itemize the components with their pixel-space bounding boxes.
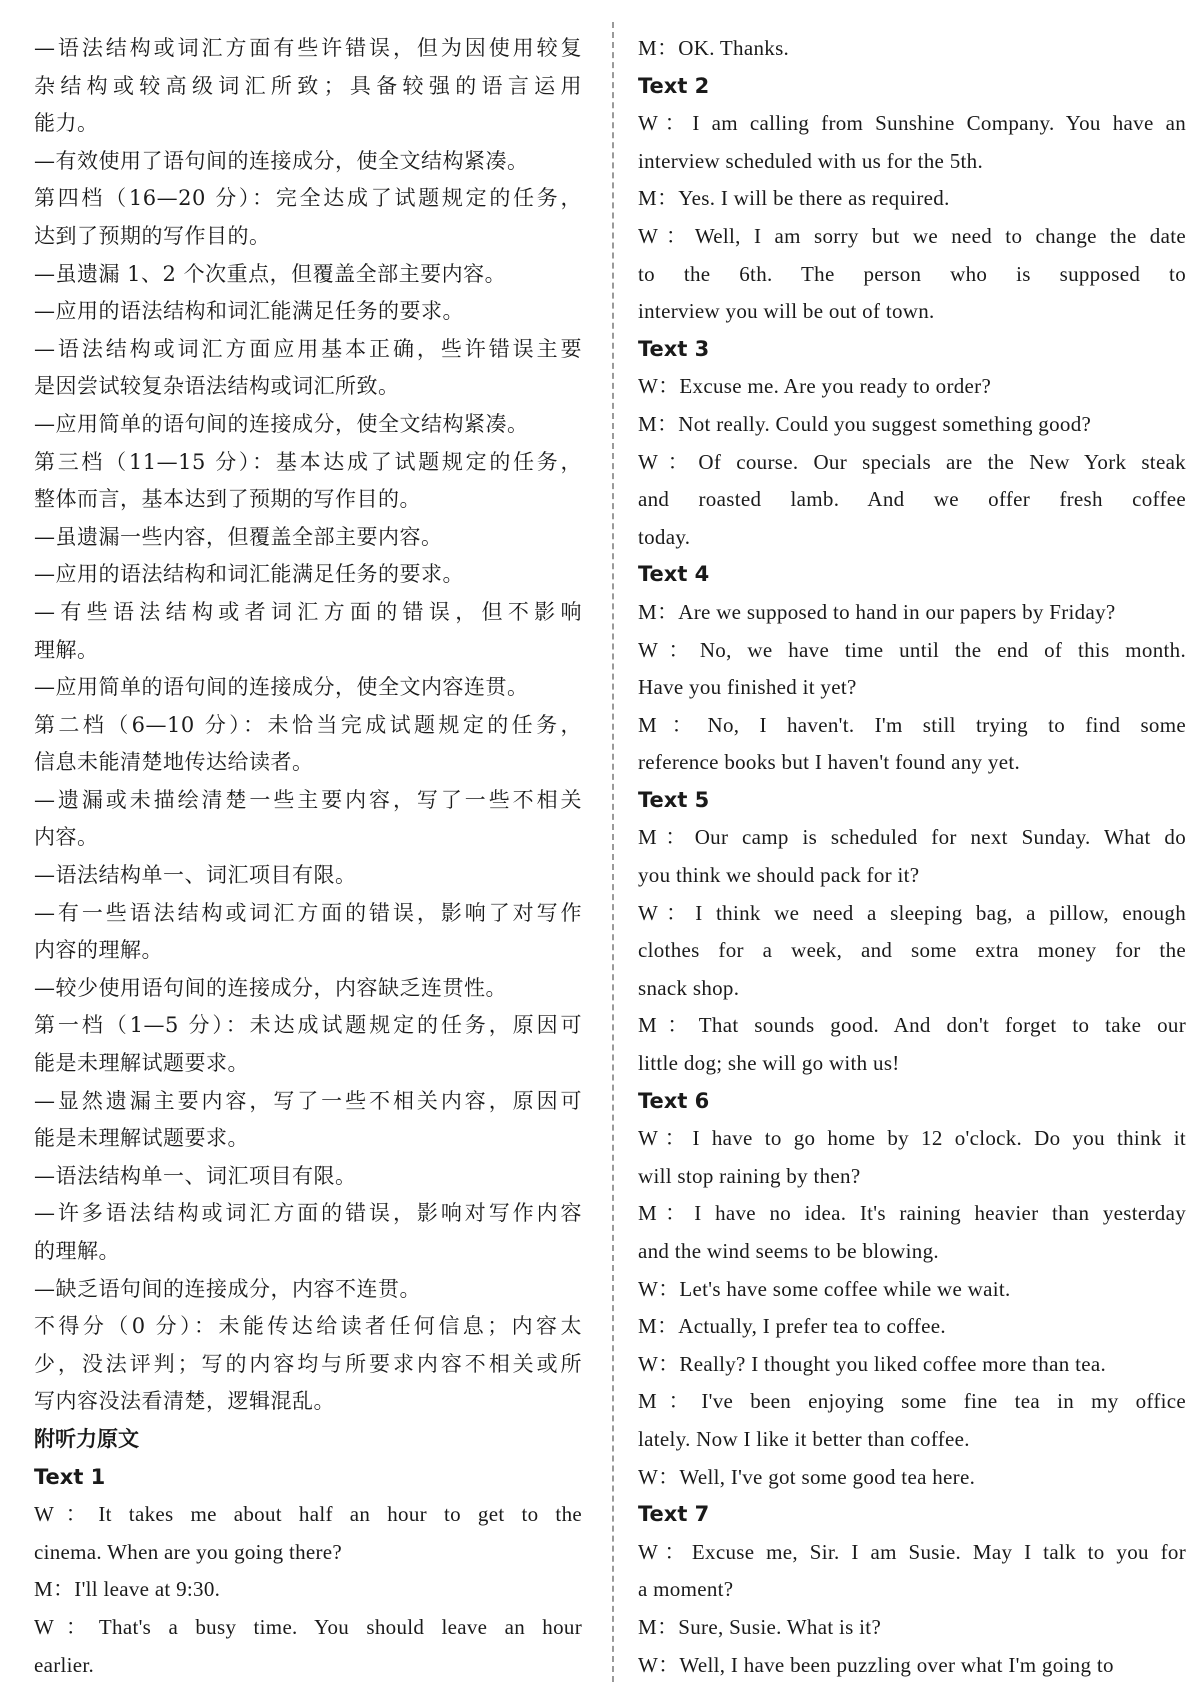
dialogue-line [638, 1120, 1186, 1195]
dialogue-text: W：That's a busy time. You should leave an hour [34, 1614, 582, 1639]
dialogue-text: M：I've been enjoying some fine tea in my office [638, 1389, 1186, 1414]
rubric-paragraph [34, 895, 582, 970]
dialogue-text: W：I think we need a sleeping bag, a pillow, enough [638, 900, 1186, 925]
rubric-line: —有些语法结构或者词汇方面的错误，但不影响 [34, 599, 582, 624]
rubric-line: 内容。 [34, 825, 99, 850]
dialogue-text: and the wind seems to be blowing. [638, 1239, 939, 1263]
rubric-line: 第二档（6—10 分）：未恰当完成试题规定的任务， [34, 712, 582, 737]
rubric-line: 是因尝试较复杂语法结构或词汇所致。 [34, 374, 400, 399]
dialogue-text: W：I have to go home by 12 o'clock. Do you think it [638, 1126, 1186, 1151]
rubric-line: —语法结构或词汇方面有些许错误，但为因使用较复 [34, 36, 582, 60]
rubric-paragraph [34, 331, 582, 406]
dialogue-line [638, 707, 1186, 782]
dialogue-line [638, 1308, 1186, 1346]
column-divider [612, 22, 614, 1682]
dialogue-line [638, 218, 1186, 331]
rubric-paragraph [34, 970, 582, 1008]
text-heading: Text 3 [638, 336, 710, 361]
rubric-line: —应用的语法结构和词汇能满足任务的要求。 [34, 299, 464, 324]
dialogue-text: little dog; she will go with us! [638, 1051, 900, 1076]
dialogue-text: M：Not really. Could you suggest something good? [638, 411, 1092, 436]
dialogue-text: W：Well, I have been puzzling over what I'm going to [638, 1652, 1114, 1677]
dialogue-text: M：I'll leave at 9:30. [34, 1577, 221, 1602]
rubric-line: —虽遗漏一些内容，但覆盖全部主要内容。 [34, 524, 443, 549]
dialogue-line [638, 632, 1186, 707]
dialogue-line [638, 1383, 1186, 1458]
rubric-line: 达到了预期的写作目的。 [34, 223, 271, 248]
rubric-paragraph [34, 1158, 582, 1196]
rubric-paragraph [34, 256, 582, 294]
dialogue-text: W：Excuse me, Sir. I am Susie. May I talk to you for [638, 1539, 1186, 1564]
rubric-paragraph [34, 406, 582, 444]
rubric-line: 理解。 [34, 637, 99, 662]
rubric-paragraph [34, 143, 582, 181]
dialogue-text: will stop raining by then? [638, 1163, 861, 1188]
rubric-paragraph [34, 782, 582, 857]
dialogue-text: M：Our camp is scheduled for next Sunday. What do [638, 825, 1186, 850]
rubric-paragraph [34, 1308, 582, 1421]
rubric-paragraph [34, 1007, 582, 1082]
rubric-line: —遗漏或未描绘清楚一些主要内容，写了一些不相关 [34, 787, 582, 812]
text-heading: Text 2 [638, 73, 710, 98]
dialogue-text: W：No, we have time until the end of this month. [638, 637, 1186, 662]
rubric-line: 第四档（16—20 分）：完全达成了试题规定的任务， [34, 186, 582, 211]
rubric-line: —应用简单的语句间的连接成分，使全文结构紧凑。 [34, 411, 529, 436]
rubric-line: —较少使用语句间的连接成分，内容缺乏连贯性。 [34, 975, 507, 1000]
appendix-heading: 附听力原文 [34, 1426, 139, 1451]
rubric-line: 整体而言，基本达到了预期的写作目的。 [34, 487, 421, 512]
dialogue-text: W：Really? I thought you liked coffee more than tea. [638, 1351, 1107, 1376]
rubric-paragraph [34, 444, 582, 519]
rubric-paragraph [34, 30, 582, 143]
dialogue-text: a moment? [638, 1577, 734, 1602]
rubric-paragraph [34, 180, 582, 255]
dialogue-line [34, 1571, 582, 1609]
rubric-paragraph [34, 594, 582, 669]
rubric-line: —显然遗漏主要内容，写了一些不相关内容，原因可 [34, 1088, 582, 1113]
dialogue-text: you think we should pack for it? [638, 863, 920, 888]
rubric-line: 不得分（0 分）：未能传达给读者任何信息；内容太 [34, 1314, 582, 1339]
rubric-line: 能是未理解试题要求。 [34, 1051, 249, 1076]
rubric-paragraph [34, 293, 582, 331]
rubric-line: —语法结构单一、词汇项目有限。 [34, 863, 357, 888]
rubric-line: —有一些语法结构或词汇方面的错误，影响了对写作 [34, 900, 582, 925]
dialogue-line [638, 180, 1186, 218]
dialogue-text: M：I have no idea. It's raining heavier than yesterday [638, 1201, 1186, 1226]
dialogue-line [638, 406, 1186, 444]
dialogue-text: interview you will be out of town. [638, 299, 935, 324]
dialogue-line [638, 1647, 1186, 1685]
dialogue-line [638, 1534, 1186, 1609]
dialogue-text: cinema. When are you going there? [34, 1539, 343, 1564]
rubric-line: —虽遗漏 1、2 个次重点，但覆盖全部主要内容。 [34, 261, 507, 286]
rubric-line: 能力。 [34, 111, 99, 136]
rubric-line: —应用的语法结构和词汇能满足任务的要求。 [34, 562, 464, 587]
dialogue-text: M：Yes. I will be there as required. [638, 186, 950, 211]
dialogue-text: clothes for a week, and some extra money for the [638, 938, 1186, 963]
dialogue-line [638, 819, 1186, 894]
dialogue-text: M：Are we supposed to hand in our papers by Friday? [638, 599, 1116, 624]
rubric-paragraph [34, 857, 582, 895]
rubric-paragraph [34, 669, 582, 707]
rubric-line: —缺乏语句间的连接成分，内容不连贯。 [34, 1276, 421, 1301]
dialogue-text: reference books but I haven't found any yet. [638, 750, 1021, 775]
rubric-paragraph [34, 1195, 582, 1270]
text-heading: Text 5 [638, 787, 710, 812]
dialogue-text: M：OK. Thanks. [638, 36, 790, 60]
dialogue-text: M：Sure, Susie. What is it? [638, 1614, 882, 1639]
rubric-paragraph [34, 556, 582, 594]
dialogue-line [638, 1346, 1186, 1384]
dialogue-text: lately. Now I like it better than coffee. [638, 1426, 970, 1451]
rubric-line: 写内容没法看清楚，逻辑混乱。 [34, 1389, 335, 1414]
rubric-line: —有效使用了语句间的连接成分，使全文结构紧凑。 [34, 148, 529, 173]
dialogue-text: Have you finished it yet? [638, 675, 857, 700]
dialogue-line [638, 105, 1186, 180]
left-column [34, 30, 582, 1684]
rubric-line: 第一档（1—5 分）：未达成试题规定的任务，原因可 [34, 1013, 582, 1038]
dialogue-text: W：Of course. Our specials are the New York steak [638, 449, 1186, 474]
rubric-line: 第三档（11—15 分）：基本达成了试题规定的任务， [34, 449, 582, 474]
dialogue-text: snack shop. [638, 975, 740, 1000]
listening-text-1 [34, 1459, 582, 1685]
rubric-line: —应用简单的语句间的连接成分，使全文内容连贯。 [34, 675, 529, 700]
dialogue-line [638, 1609, 1186, 1647]
rubric-paragraph [34, 1083, 582, 1158]
dialogue-text: and roasted lamb. And we offer fresh coffee [638, 487, 1186, 512]
dialogue-line [638, 1007, 1186, 1082]
dialogue-line [638, 368, 1186, 406]
dialogue-text: W：Let's have some coffee while we wait. [638, 1276, 1011, 1301]
dialogue-text: interview scheduled with us for the 5th. [638, 148, 984, 173]
scoring-rubric [34, 30, 582, 1421]
rubric-line: —许多语法结构或词汇方面的错误，影响对写作内容 [34, 1201, 582, 1226]
dialogue-line [34, 1609, 582, 1684]
dialogue-text: W：Well, I am sorry but we need to change the date [638, 223, 1186, 248]
text-heading: Text 6 [638, 1088, 710, 1113]
dialogue-line [34, 1496, 582, 1571]
dialogue-line [638, 1195, 1186, 1270]
dialogue-line [638, 444, 1186, 557]
rubric-line: —语法结构或词汇方面应用基本正确，些许错误主要 [34, 336, 582, 361]
dialogue-line [638, 30, 1186, 68]
dialogue-text: W：Well, I've got some good tea here. [638, 1464, 976, 1489]
dialogue-text: M：That sounds good. And don't forget to take our [638, 1013, 1186, 1038]
dialogue-text: M：No, I haven't. I'm still trying to find some [638, 712, 1186, 737]
rubric-paragraph [34, 707, 582, 782]
rubric-line: 能是未理解试题要求。 [34, 1126, 249, 1151]
right-column [638, 30, 1186, 1684]
rubric-line: 的理解。 [34, 1239, 120, 1263]
rubric-line: 杂结构或较高级词汇所致；具备较强的语言运用 [34, 73, 582, 98]
dialogue-text: earlier. [34, 1652, 95, 1677]
dialogue-line [638, 895, 1186, 1008]
text-heading: Text 1 [34, 1464, 106, 1489]
dialogue-text: M：Actually, I prefer tea to coffee. [638, 1314, 946, 1339]
text-heading: Text 7 [638, 1502, 710, 1527]
dialogue-line [638, 594, 1186, 632]
dialogue-text: W：It takes me about half an hour to get to the [34, 1502, 582, 1527]
dialogue-line [638, 1271, 1186, 1309]
dialogue-text: W：I am calling from Sunshine Company. You have an [638, 111, 1186, 136]
rubric-paragraph [34, 519, 582, 557]
dialogue-line [638, 1459, 1186, 1497]
dialogue-text: today. [638, 524, 691, 549]
dialogue-text: to the 6th. The person who is supposed to [638, 261, 1186, 286]
rubric-paragraph [34, 1271, 582, 1309]
rubric-line: 内容的理解。 [34, 938, 163, 963]
rubric-line: 信息未能清楚地传达给读者。 [34, 750, 314, 775]
text-heading: Text 4 [638, 562, 710, 587]
dialogue-text: W：Excuse me. Are you ready to order? [638, 374, 992, 399]
rubric-line: —语法结构单一、词汇项目有限。 [34, 1163, 357, 1188]
rubric-line: 少，没法评判；写的内容均与所要求内容不相关或所 [34, 1351, 582, 1376]
